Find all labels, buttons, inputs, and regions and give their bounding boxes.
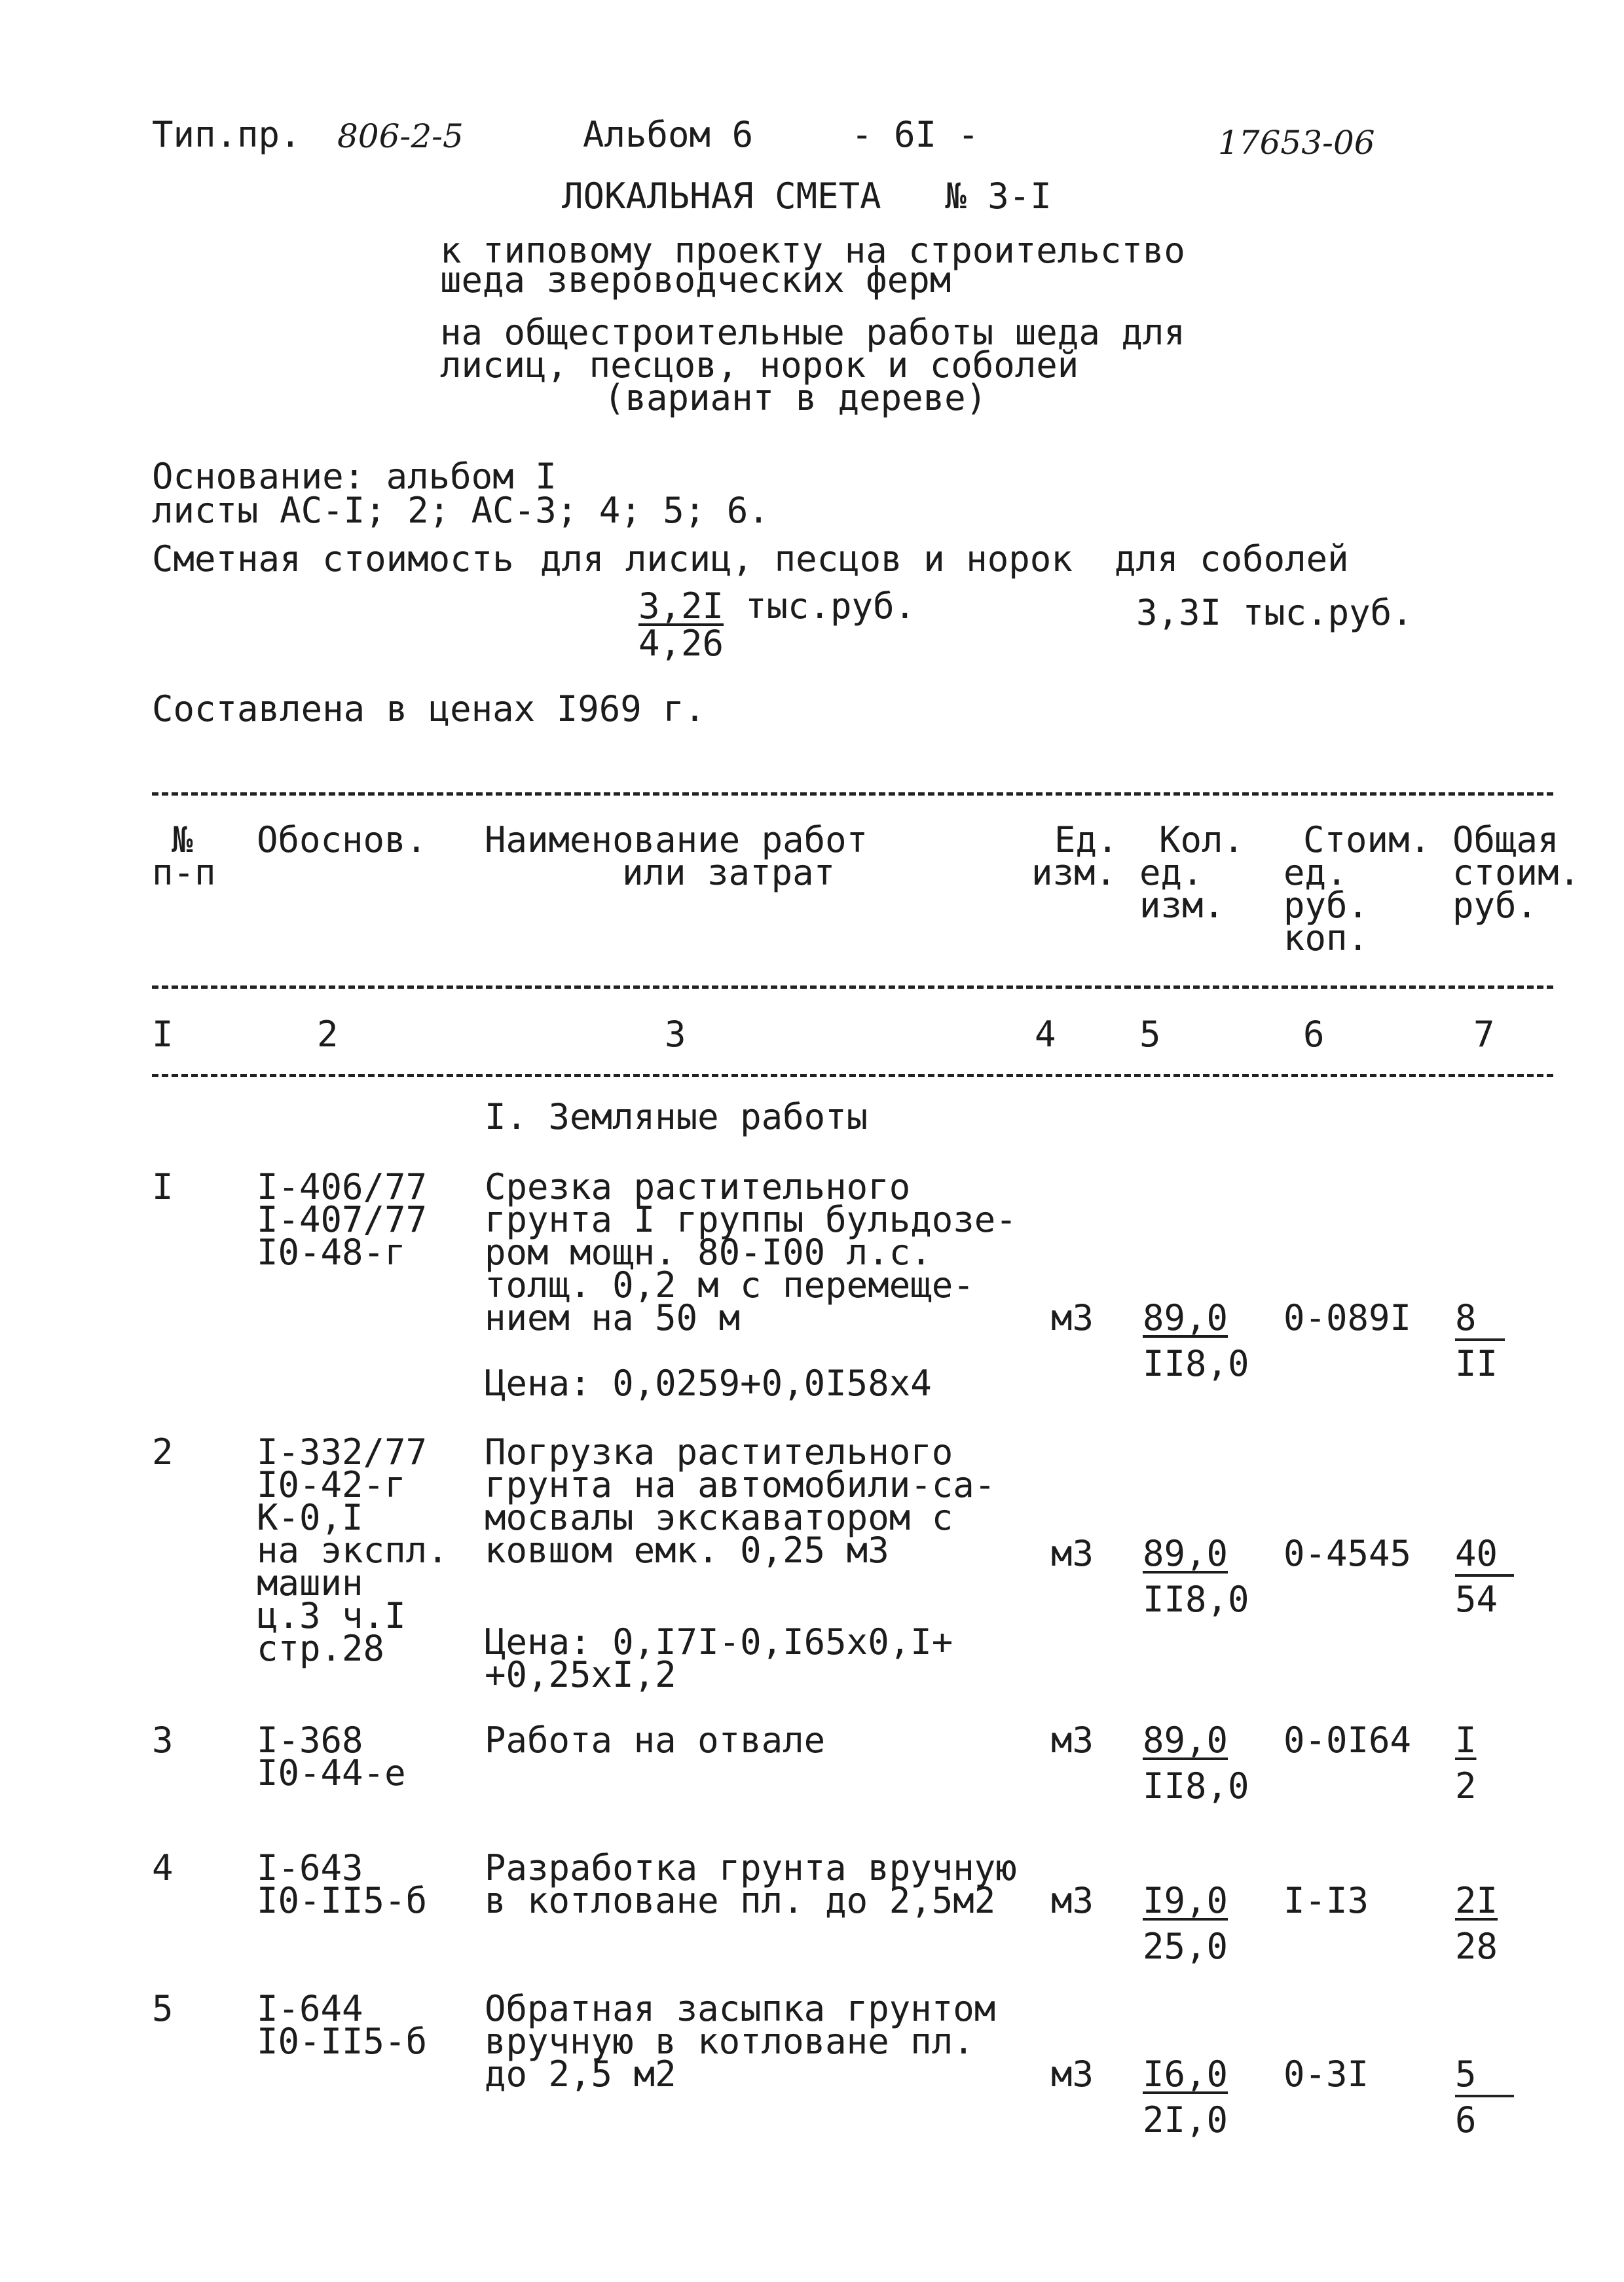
col-header-cost-3: руб. — [1283, 885, 1369, 926]
row-name-line: толщ. 0,2 м с перемеще- — [485, 1264, 974, 1306]
row-name-line: Срезка растительного — [485, 1166, 911, 1207]
col-header-num-1: № — [172, 819, 193, 860]
col-number: 4 — [1035, 1014, 1056, 1055]
col-header-num-2: п-п — [152, 852, 216, 893]
row-price-line: +0,25xI,2 — [485, 1654, 676, 1695]
row-total-bottom: 28 — [1455, 1926, 1498, 1967]
row-basis-line: I0-44-е — [257, 1752, 406, 1794]
row-number: 5 — [152, 1988, 174, 2029]
row-basis-line: на экспл. — [257, 1530, 449, 1571]
row-basis-line: I0-48-г — [257, 1232, 406, 1273]
row-name-line: Работа на отвале — [485, 1720, 826, 1761]
row-basis-line: I-644 — [257, 1988, 363, 2029]
row-name-line: мосвалы экскаватором с — [485, 1497, 953, 1538]
basis-line: Основание: альбом I — [152, 456, 557, 497]
page-title: ЛОКАЛЬНАЯ СМЕТА № 3-I — [562, 175, 1052, 217]
col-number: I — [152, 1014, 174, 1055]
title-line: лисиц, песцов, норок и соболей — [440, 344, 1079, 386]
row-basis-line: машин — [257, 1562, 363, 1604]
col-number: 3 — [665, 1014, 686, 1055]
row-unit-cost: 0-3I — [1283, 2053, 1369, 2095]
col-header-total-3: руб. — [1452, 885, 1538, 926]
col-header-qty-3: изм. — [1139, 885, 1225, 926]
col-header-qty-2: ед. — [1139, 852, 1204, 893]
row-name-line: грунта на автомобили-са- — [485, 1464, 996, 1505]
row-total-top: I — [1455, 1720, 1477, 1761]
row-qty-top: 89,0 — [1143, 1533, 1228, 1574]
title-line: (вариант в дереве) — [604, 377, 987, 418]
row-total-bottom: 6 — [1455, 2099, 1477, 2141]
cost-unit: тыс.руб. — [745, 585, 916, 627]
row-basis-line: I0-II5-б — [257, 2021, 428, 2062]
col-header-name-1: Наименование работ — [485, 819, 868, 860]
row-unit: м3 — [1051, 1297, 1094, 1338]
row-number: 3 — [152, 1720, 174, 1761]
col-header-cost-4: коп. — [1283, 917, 1369, 959]
row-name-line: грунта I группы бульдозе- — [485, 1199, 1017, 1240]
row-name-line: Разработка грунта вручную — [485, 1847, 1017, 1888]
title-line: на общестроительные работы шеда для — [440, 312, 1185, 353]
row-unit-cost: 0-089I — [1283, 1297, 1412, 1338]
row-name-line: ром мощн. 80-I00 л.с. — [485, 1232, 932, 1273]
col-header-unit-1: Ед. — [1054, 819, 1118, 860]
row-name-line: до 2,5 м2 — [485, 2053, 676, 2095]
row-basis-line: I-643 — [257, 1847, 363, 1888]
col-header-total-1: Общая — [1452, 819, 1559, 860]
row-total-bottom: II — [1455, 1343, 1498, 1384]
row-basis-line: К-0,I — [257, 1497, 363, 1538]
cost-label: Сметная стоимость — [152, 538, 514, 580]
row-total-fraction-bar — [1455, 1574, 1514, 1577]
doc-number: 17653-06 — [1218, 124, 1375, 162]
row-basis-line: I-332/77 — [257, 1431, 428, 1473]
row-basis-line: стр.28 — [257, 1628, 385, 1669]
row-name-line: Обратная засыпка грунтом — [485, 1988, 996, 2029]
project-code: 806-2-5 — [337, 117, 464, 155]
row-qty-bottom: II8,0 — [1143, 1579, 1249, 1620]
column-numbers-rule — [152, 1074, 1553, 1077]
col-header-basis: Обоснов. — [257, 819, 428, 860]
row-qty-top: 89,0 — [1143, 1297, 1228, 1338]
table-top-rule — [152, 792, 1553, 796]
row-total-top: 8 — [1455, 1297, 1477, 1338]
row-qty-bottom: 25,0 — [1143, 1926, 1228, 1967]
row-name-line: Погрузка растительного — [485, 1431, 953, 1473]
row-total-bottom: 2 — [1455, 1765, 1477, 1807]
col-number: 6 — [1303, 1014, 1325, 1055]
section-title: I. Земляные работы — [485, 1096, 868, 1137]
col-header-cost-2: ед. — [1283, 852, 1348, 893]
cost-foxes-numerator: 3,2I — [638, 585, 724, 627]
cost-foxes-denominator: 4,26 — [638, 623, 724, 664]
col-number: 2 — [317, 1014, 339, 1055]
col-number: 5 — [1139, 1014, 1161, 1055]
cost-foxes-label: для лисиц, песцов и норок — [540, 538, 1073, 580]
row-name-line: в котловане пл. до 2,5м2 — [485, 1880, 996, 1921]
row-qty-bottom: II8,0 — [1143, 1343, 1249, 1384]
row-total-top: 5 — [1455, 2053, 1477, 2095]
row-unit: м3 — [1051, 1880, 1094, 1921]
row-unit: м3 — [1051, 1533, 1094, 1574]
cost-sable-label: для соболей — [1115, 538, 1349, 580]
row-name-line: вручную в котловане пл. — [485, 2021, 974, 2062]
row-basis-line: ц.3 ч.I — [257, 1595, 406, 1636]
row-total-top: 2I — [1455, 1880, 1498, 1921]
col-number: 7 — [1473, 1014, 1495, 1055]
doc-type-label: Тип.пр. — [152, 114, 301, 155]
row-qty-bottom: 2I,0 — [1143, 2099, 1228, 2141]
album-label: Альбом 6 — [583, 114, 754, 155]
row-unit: м3 — [1051, 1720, 1094, 1761]
row-number: 2 — [152, 1431, 174, 1473]
row-total-top: 40 — [1455, 1533, 1498, 1574]
prices-line: Составлена в ценах I969 г. — [152, 688, 706, 729]
col-header-qty-1: Кол. — [1159, 819, 1245, 860]
row-unit: м3 — [1051, 2053, 1094, 2095]
row-qty-top: I6,0 — [1143, 2053, 1228, 2095]
header-rule — [152, 985, 1553, 989]
row-unit-cost: I-I3 — [1283, 1880, 1369, 1921]
row-basis-line: I-407/77 — [257, 1199, 428, 1240]
row-unit-cost: 0-4545 — [1283, 1533, 1412, 1574]
row-name-line: нием на 50 м — [485, 1297, 741, 1338]
row-basis-line: I0-42-г — [257, 1464, 406, 1505]
row-qty-top: I9,0 — [1143, 1880, 1228, 1921]
row-total-bottom: 54 — [1455, 1579, 1498, 1620]
row-number: 4 — [152, 1847, 174, 1888]
row-total-fraction-bar — [1455, 1338, 1505, 1341]
row-qty-top: 89,0 — [1143, 1720, 1228, 1761]
row-name-line: ковшом емк. 0,25 м3 — [485, 1530, 889, 1571]
row-basis-line: I-368 — [257, 1720, 363, 1761]
page-number: - 6I - — [851, 114, 980, 155]
cost-sable-value: 3,3I тыс.руб. — [1136, 592, 1413, 633]
col-header-name-2: или затрат — [622, 852, 836, 893]
row-price: Цена: 0,0259+0,0I58x4 — [485, 1363, 932, 1404]
col-header-total-2: стоим. — [1452, 852, 1581, 893]
row-qty-bottom: II8,0 — [1143, 1765, 1249, 1807]
title-line: к типовому проекту на строительство — [440, 230, 1185, 271]
row-number: I — [152, 1166, 174, 1207]
basis-line: листы АС-I; 2; АС-3; 4; 5; 6. — [152, 490, 769, 531]
title-line: шеда звероводческих ферм — [440, 259, 951, 301]
col-header-cost-1: Стоим. — [1303, 819, 1431, 860]
col-header-unit-2: изм. — [1031, 852, 1117, 893]
row-price-line: Цена: 0,I7I-0,I65x0,I+ — [485, 1621, 953, 1663]
row-unit-cost: 0-0I64 — [1283, 1720, 1412, 1761]
row-total-fraction-bar — [1455, 2095, 1514, 2097]
row-basis-line: I0-II5-б — [257, 1880, 428, 1921]
row-basis-line: I-406/77 — [257, 1166, 428, 1207]
